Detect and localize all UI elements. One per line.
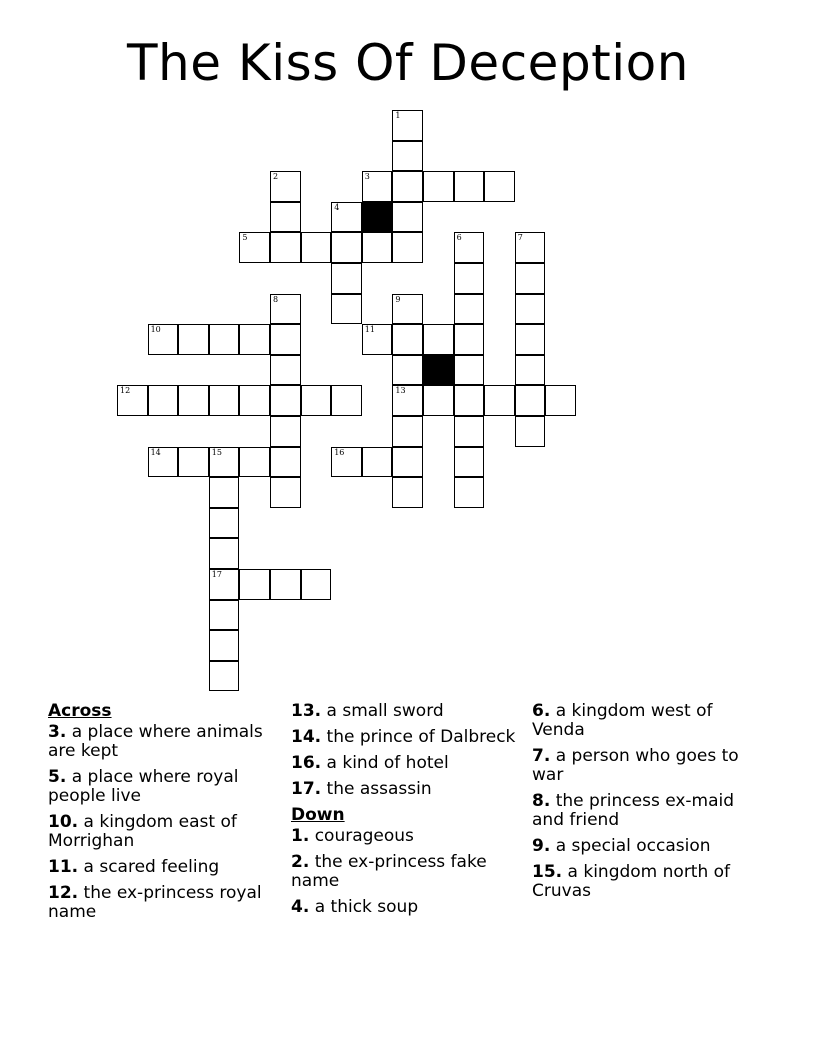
clue-number: 3. [48,722,67,742]
clue-across-16 [291,754,526,773]
clue-across-13 [291,702,526,721]
clue-across-14 [291,728,526,747]
grid-cell[interactable] [454,385,485,416]
grid-cell[interactable] [209,447,240,478]
clue-text: a kingdom east of Morrighan [48,812,237,851]
clue-number: 9. [532,836,551,856]
grid-cell[interactable] [454,324,485,355]
clue-across-3 [48,723,283,761]
clue-text: a kingdom west of Venda [532,701,713,740]
black-cell [423,355,454,386]
grid-cell[interactable] [270,447,301,478]
grid-cell[interactable] [270,324,301,355]
grid-cell[interactable] [270,416,301,447]
clue-number-label: 1 [395,111,401,120]
grid-cell[interactable] [148,324,179,355]
grid-cell[interactable] [209,324,240,355]
clue-text: the princess ex-maid and friend [532,791,735,830]
grid-cell[interactable] [392,416,423,447]
clue-text: a kind of hotel [326,753,449,773]
grid-cell[interactable] [331,232,362,263]
clue-down-7 [532,747,767,785]
clue-number: 2. [291,852,310,872]
clue-down-4 [291,898,526,917]
grid-cell[interactable] [392,477,423,508]
grid-cell[interactable] [148,385,179,416]
clue-across-5 [48,768,283,806]
grid-cell[interactable] [392,447,423,478]
grid-cell[interactable] [454,294,485,325]
clue-number-label: 4 [334,202,340,212]
clue-number-label: 15 [211,447,222,457]
clue-text: the ex-princess fake name [291,852,487,891]
down-heading: Down [291,805,345,825]
clue-number-label: 7 [517,233,523,243]
grid-cell[interactable] [239,569,270,600]
clue-column-3 [532,702,767,908]
clue-number-label: 17 [211,570,222,579]
clue-number: 7. [532,746,551,766]
grid-cell[interactable] [209,600,240,631]
grid-cell[interactable] [270,385,301,416]
clue-down-15 [532,863,767,901]
grid-cell[interactable] [148,447,179,478]
clue-text: a scared feeling [83,857,220,877]
clue-down-6 [532,702,767,740]
grid-cell[interactable] [239,447,270,478]
puzzle-title: The Kiss Of Deception [127,34,689,92]
clue-text: the prince of Dalbreck [326,727,516,747]
clue-number-label: 2 [273,172,279,182]
grid-cell[interactable] [331,202,362,233]
grid-cell[interactable] [178,447,209,478]
grid-cell[interactable] [484,171,515,202]
grid-cell[interactable] [515,263,546,294]
clue-number-label: 10 [150,325,161,335]
clue-number-label: 16 [334,447,345,457]
clue-text: a special occasion [555,836,711,856]
grid-cell[interactable] [331,294,362,325]
grid-cell[interactable] [301,569,332,600]
clue-number: 14. [291,727,322,747]
grid-cell[interactable] [423,324,454,355]
clue-number-label: 3 [364,172,370,182]
clue-down-1 [291,827,526,846]
clue-column-1 [48,702,283,929]
grid-cell[interactable] [331,385,362,416]
grid-cell[interactable] [301,232,332,263]
grid-cell[interactable] [270,477,301,508]
clue-text: courageous [314,826,414,846]
clue-column-2 [291,702,526,924]
clue-number: 11. [48,857,79,877]
clue-number-label: 8 [273,294,279,304]
grid-cell[interactable] [515,294,546,325]
grid-cell[interactable] [392,141,423,172]
grid-cell[interactable] [454,355,485,386]
clue-number: 12. [48,883,79,903]
grid-cell[interactable] [515,355,546,386]
grid-cell[interactable] [270,232,301,263]
grid-cell[interactable] [454,232,485,263]
grid-cell[interactable] [392,294,423,325]
grid-cell[interactable] [209,538,240,569]
grid-cell[interactable] [392,171,423,202]
clue-across-10 [48,813,283,851]
grid-cell[interactable] [270,202,301,233]
grid-cell[interactable] [454,447,485,478]
grid-cell[interactable] [117,385,148,416]
clue-across-12 [48,884,283,922]
grid-cell[interactable] [392,232,423,263]
clue-down-8 [532,792,767,830]
grid-cell[interactable] [270,569,301,600]
grid-cell[interactable] [515,324,546,355]
clue-number-label: 9 [395,294,401,304]
grid-cell[interactable] [454,416,485,447]
clue-text: the assassin [326,779,432,799]
grid-cell[interactable] [515,385,546,416]
grid-cell[interactable] [209,477,240,508]
clue-across-17 [291,780,526,799]
clue-text: a place where royal people live [48,767,239,806]
clue-number-label: 14 [150,447,161,457]
black-cell [362,202,393,233]
clue-number-label: 5 [242,233,248,243]
grid-cell[interactable] [270,294,301,325]
grid-cell[interactable] [362,447,393,478]
grid-cell[interactable] [454,263,485,294]
clue-number: 5. [48,767,67,787]
grid-cell[interactable] [392,355,423,386]
grid-cell[interactable] [392,385,423,416]
clue-number: 15. [532,862,563,882]
grid-cell[interactable] [209,569,240,600]
clue-number: 1. [291,826,310,846]
clue-number: 13. [291,701,322,721]
clue-down-9 [532,837,767,856]
clue-text: a person who goes to war [532,746,739,785]
grid-cell[interactable] [178,385,209,416]
clue-text: a place where animals are kept [48,722,263,761]
grid-cell[interactable] [209,661,240,692]
grid-cell[interactable] [178,324,209,355]
grid-cell[interactable] [239,232,270,263]
grid-cell[interactable] [392,110,423,141]
clue-number-label: 13 [395,386,406,396]
clue-text: a kingdom north of Cruvas [532,862,731,901]
clue-number-label: 12 [120,386,131,396]
clue-number: 16. [291,753,322,773]
grid-cell[interactable] [392,202,423,233]
grid-cell[interactable] [209,508,240,539]
grid-cell[interactable] [423,171,454,202]
grid-cell[interactable] [270,171,301,202]
grid-cell[interactable] [331,263,362,294]
grid-cell[interactable] [454,171,485,202]
clue-number: 17. [291,779,322,799]
across-heading: Across [48,701,112,721]
grid-cell[interactable] [270,355,301,386]
clue-number: 4. [291,897,310,917]
grid-cell[interactable] [484,385,515,416]
grid-cell[interactable] [362,232,393,263]
grid-cell[interactable] [392,324,423,355]
clue-down-2 [291,853,526,891]
clue-number: 8. [532,791,551,811]
grid-cell[interactable] [423,385,454,416]
clue-number: 10. [48,812,79,832]
clue-text: a thick soup [314,897,419,917]
clue-number: 6. [532,701,551,721]
grid-cell[interactable] [545,385,576,416]
clue-text: a small sword [326,701,444,721]
grid-cell[interactable] [301,385,332,416]
grid-cell[interactable] [239,385,270,416]
grid-cell[interactable] [515,416,546,447]
grid-cell[interactable] [331,447,362,478]
clue-across-11 [48,858,283,877]
grid-cell[interactable] [209,385,240,416]
grid-cell[interactable] [209,630,240,661]
clue-text: the ex-princess royal name [48,883,262,922]
grid-cell[interactable] [454,477,485,508]
grid-cell[interactable] [362,171,393,202]
grid-cell[interactable] [362,324,393,355]
grid-cell[interactable] [239,324,270,355]
grid-cell[interactable] [515,232,546,263]
clue-number-label: 6 [456,233,462,243]
clue-number-label: 11 [364,325,375,335]
